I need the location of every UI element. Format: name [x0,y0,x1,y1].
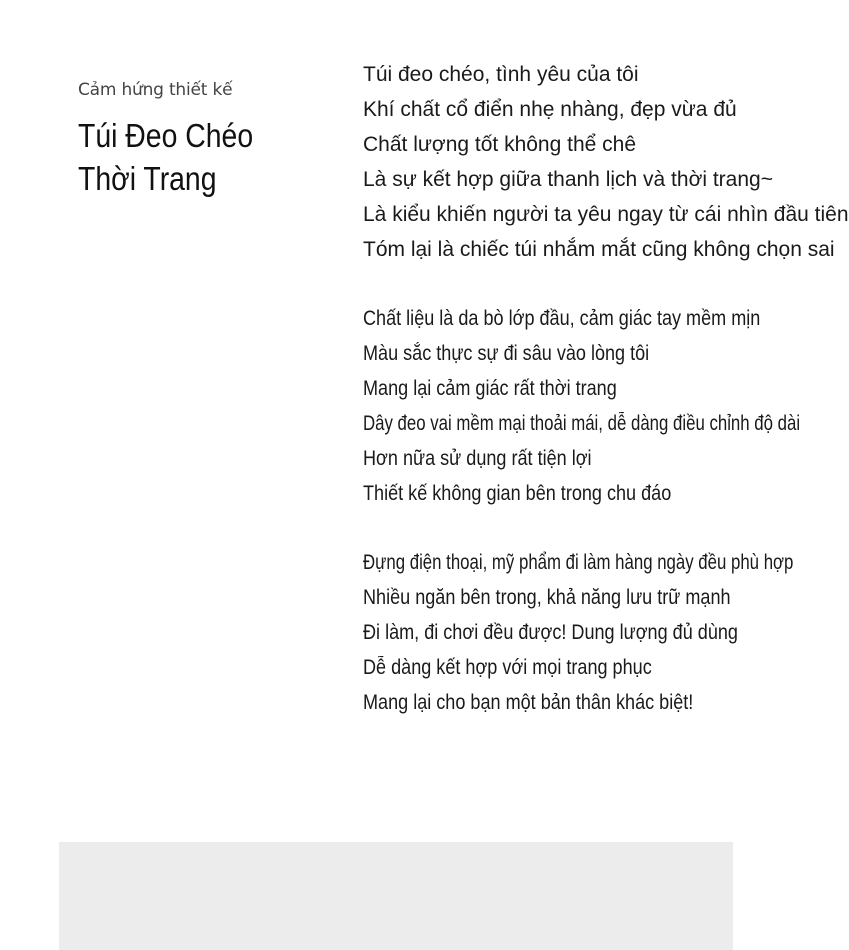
design-inspiration-header [78,80,338,200]
text-line: Khí chất cổ điển nhẹ nhàng, đẹp vừa đủ [363,98,737,121]
text-line: Mang lại cho bạn một bản thân khác biệt! [363,691,694,714]
text-line: Là kiểu khiến người ta yêu ngay từ cái nhìn đầu tiên [363,203,849,226]
text-line: Chất liệu là da bò lớp đầu, cảm giác tay mềm mịn [363,307,761,330]
text-line: Hơn nữa sử dụng rất tiện lợi [363,447,592,470]
text-line: Túi đeo chéo, tình yêu của tôi [363,63,639,86]
text-line: Đựng điện thoại, mỹ phẩm đi làm hàng ngày đều phù hợp [363,551,794,574]
stanza-intro [363,57,849,267]
image-placeholder-panel [59,842,733,950]
text-line: Chất lượng tốt không thể chê [363,133,636,156]
text-line: Đi làm, đi chơi đều được! Dung lượng đủ dùng [363,621,738,644]
stanza-usage [363,545,794,720]
stanza-material [363,301,801,511]
text-line: Dây đeo vai mềm mại thoải mái, dễ dàng điều chỉnh độ dài [363,412,801,435]
text-line: Mang lại cảm giác rất thời trang [363,377,617,400]
description-text [363,57,849,754]
page-title-line-2: Thời Trang [78,160,217,197]
text-line: Dễ dàng kết hợp với mọi trang phục [363,656,652,679]
section-subtitle: Cảm hứng thiết kế [78,80,233,100]
text-line: Thiết kế không gian bên trong chu đáo [363,482,672,505]
text-line: Là sự kết hợp giữa thanh lịch và thời trang~ [363,168,773,191]
page-title-line-1: Túi Đeo Chéo [78,117,254,154]
text-line: Tóm lại là chiếc túi nhắm mắt cũng không chọn sai [363,238,835,261]
text-line: Nhiều ngăn bên trong, khả năng lưu trữ mạnh [363,586,731,609]
text-line: Màu sắc thực sự đi sâu vào lòng tôi [363,342,650,365]
